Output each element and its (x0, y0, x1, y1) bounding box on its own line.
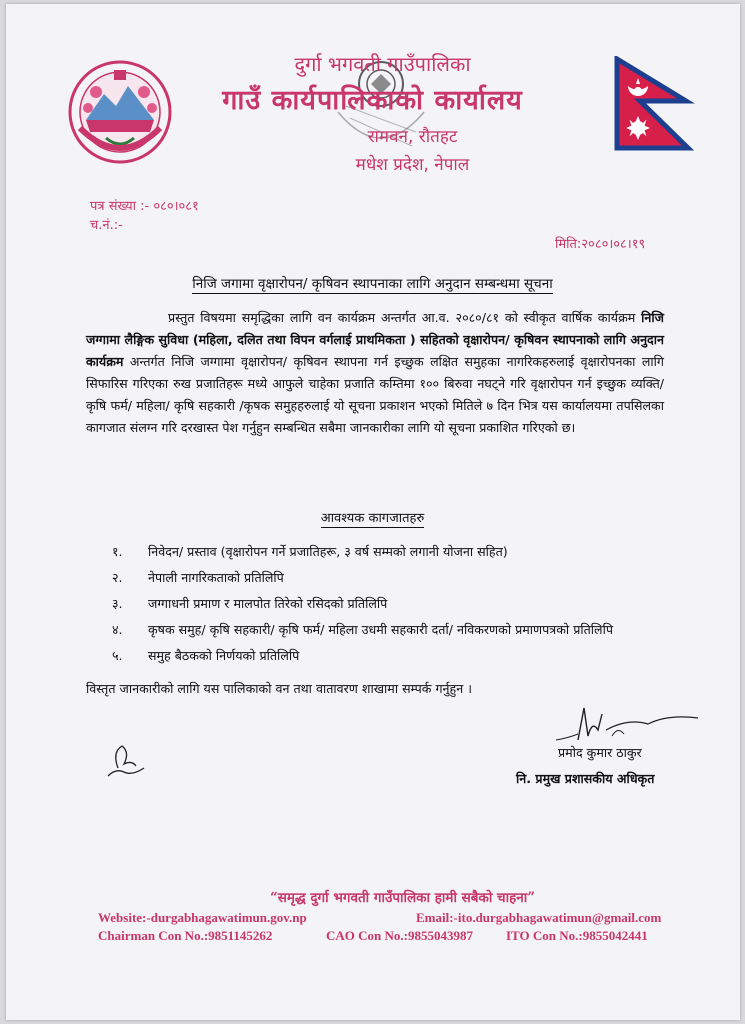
signatory-name: प्रमोद कुमार ठाकुर (558, 745, 642, 760)
left-signature (102, 738, 152, 782)
footer-email: Email:-ito.durgabhagawatimun@gmail.com (416, 910, 662, 925)
list-item: २. नेपाली नागरिकताको प्रतिलिपि (112, 570, 284, 585)
footer-website: Website:-durgabhagawatimun.gov.np (98, 910, 307, 925)
office-name: गाउँ कार्यपालिकाको कार्यालय (222, 85, 523, 116)
footer-cao-contact: CAO Con No.:9855043987 (326, 928, 473, 943)
required-documents-list (112, 542, 672, 672)
list-item: ३. जग्गाधनी प्रमाण र मालपोत तिरेको रसिदको प्रतिलिपि (112, 596, 388, 611)
footer-chairman-contact: Chairman Con No.:9851145262 (98, 928, 273, 943)
footer-slogan: “समृद्ध दुर्गा भगवती गाउँपालिका हामी सबैको चाहना” (269, 890, 536, 906)
required-documents-heading: आवश्यक कागजातहरु (320, 511, 425, 526)
signatory-title: नि. प्रमुख प्रशासकीय अधिकृत (516, 771, 655, 786)
reference-number: पत्र संख्या :- ०८०।०८१ (90, 199, 199, 214)
list-item: ५. समुह बैठकको निर्णयको प्रतिलिपि (112, 648, 300, 663)
list-item: ४. कृषक समुह/ कृषि सहकारी/ कृषि फर्म/ महिला उधमी सहकारी दर्ता/ नविकरणको प्रमाणपत्रको प्रतिलिपि (112, 622, 614, 637)
dispatch-number: च.नं.:- (90, 218, 123, 233)
contact-note: विस्तृत जानकारीको लागि यस पालिकाको वन तथा वातावरण शाखामा सम्पर्क गर्नुहुन । (86, 681, 472, 696)
list-item: १. निवेदन/ प्रस्ताव (वृक्षारोपन गर्ने प्रजातिहरू, ३ वर्ष सम्मको लगानी योजना सहित) (112, 544, 508, 559)
office-address: रामवन, रौतहट (367, 127, 458, 147)
letter-date: मिति:२०८०।०८।१९ (555, 237, 646, 252)
notice-subject: निजि जगामा वृक्षारोपन/ कृषिवन स्थापनाका लागि अनुदान सम्बन्धमा सूचना (192, 276, 553, 292)
program-name: निजि जग्गामा लैङ्गिक सुविधा (महिला, दलित तथा विपन वर्गलाई प्राथमिकता ) सहितको वृक्षारोपन/ कृषिवन स्थापनाको लागि अनुदान कार्यक्रम (86, 310, 664, 369)
province-line: मधेश प्रदेश, नेपाल (355, 155, 470, 175)
municipality-name: दुर्गा भगवती गाउँपालिका (294, 52, 471, 76)
footer-ito-contact: ITO Con No.:9855042441 (506, 928, 648, 943)
officer-signature (548, 700, 708, 748)
notice-body: प्रस्तुत विषयमा समृद्धिका लागि वन कार्यक्रम अन्तर्गत आ.व. २०८०/८१ को स्वीकृत वार्षिक कार्यक्रम निजि जग्गामा लैङ्गिक सुविधा (महिला, दलित तथा विपन वर्गलाई प्राथमिकता ) सहितको वृक्षारोपन/ कृषिवन स्थापनाको लागि अनुदान कार्यक्रम अन्तर्गत निजि जग्गामा वृक्षारोपन/ कृषिवन स्थापना गर्न इच्छुक लक्षित समुहका नागरिकहरुलाई वृक्षारोपनका लागि सिफारिस गरिएका रुख प्रजातिहरू मध्ये आफुले चाहेका प्रजाति कम्तिमा १०० बिरुवा नघट्ने गरि वृक्षारोपन गर्न इच्छुक व्यक्ति/ कृषि फर्म/ महिला/ कृषि सहकारी /कृषक समुहहरुलाई यो सूचना प्रकाशन भएको मितिले ७ दिन भित्र यस कार्यालयमा तपसिलका कागजात संलग्न गरि दरखास्त पेश गर्नुहुन सम्बन्धित सबैमा जानकारीका लागि यो सूचना प्रकाशित गरिएको छ। (86, 310, 664, 435)
